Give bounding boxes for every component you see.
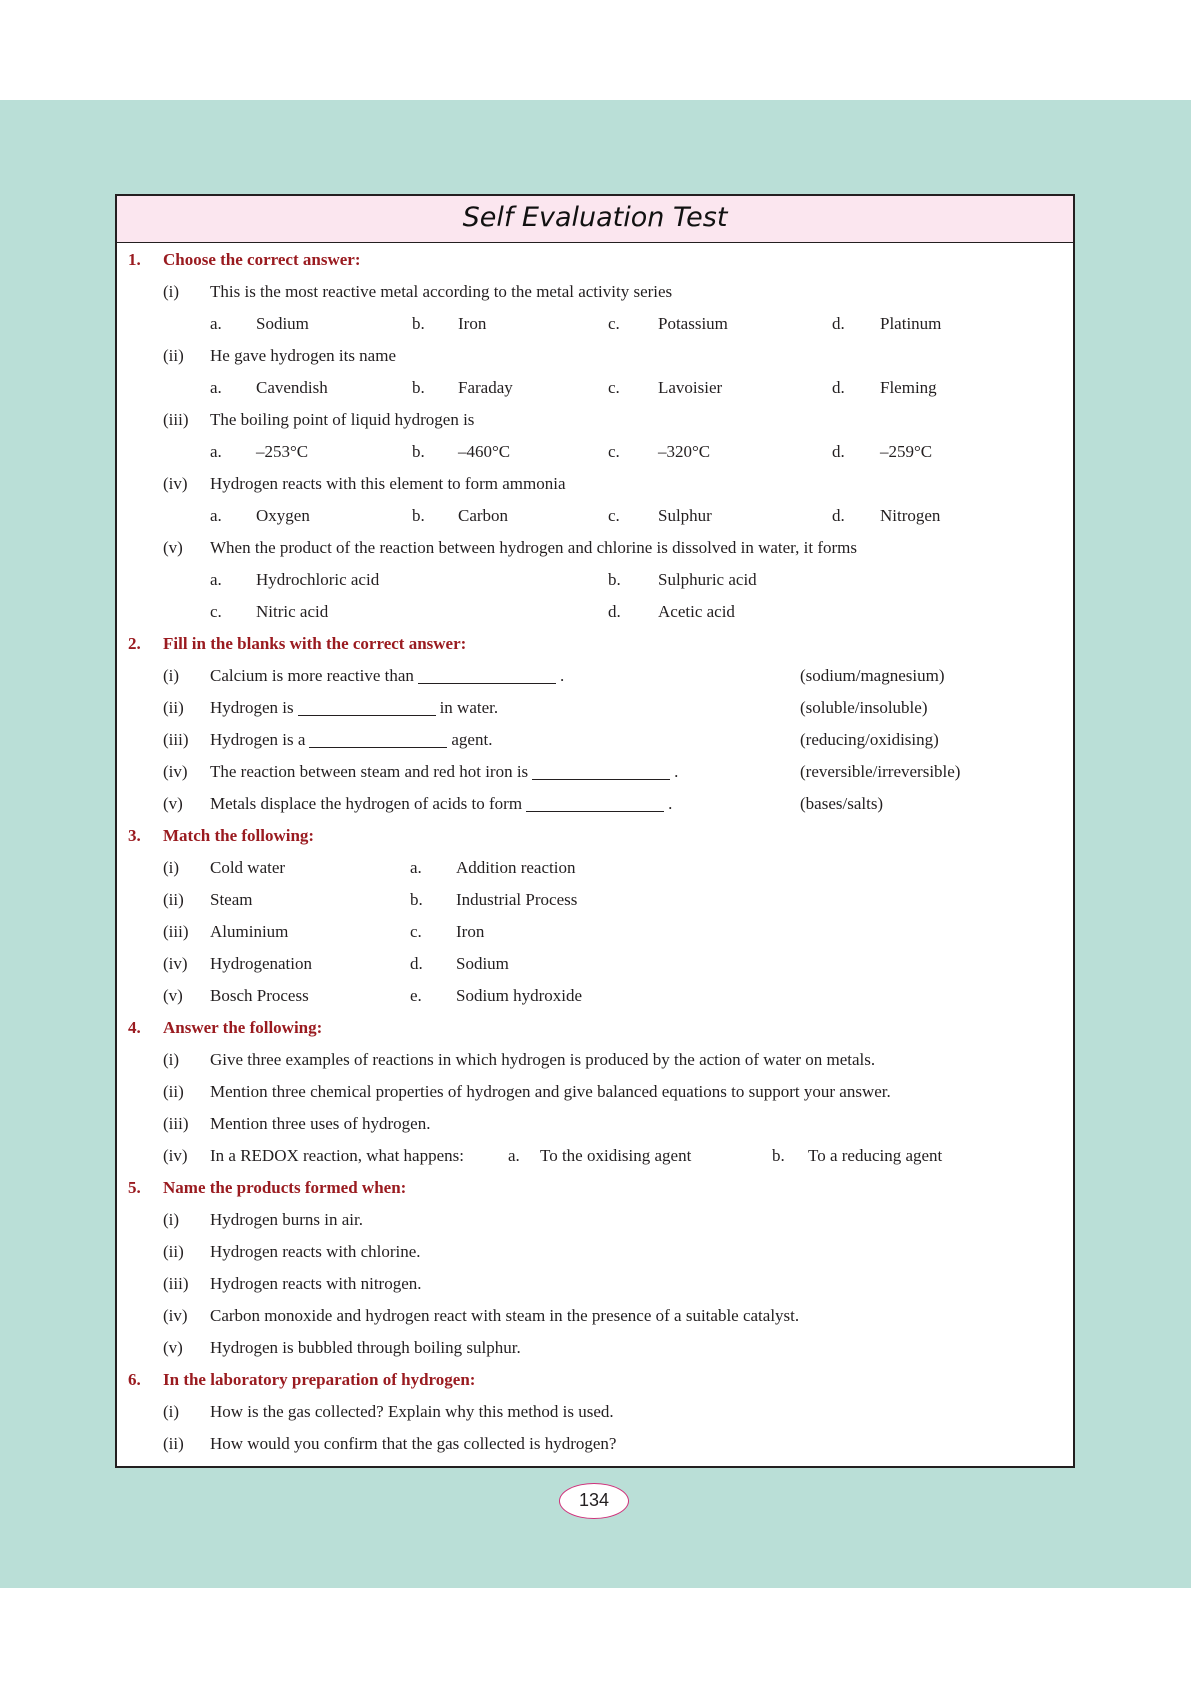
option-text: Sulphuric acid — [658, 570, 757, 589]
option-text: To the oxidising agent — [540, 1146, 692, 1165]
option-label: c. — [608, 442, 620, 461]
option-label: b. — [412, 506, 425, 525]
section-2-heading: Fill in the blanks with the correct answer: — [163, 634, 467, 653]
q6-i-number: (i) — [163, 1402, 180, 1421]
fill-text-after: . — [674, 762, 679, 781]
section-1-heading: Choose the correct answer: — [163, 250, 361, 269]
q4-ii-text: Mention three chemical properties of hydrogen and give balanced equations to support your answer. — [210, 1082, 891, 1101]
fill-blank-item — [210, 663, 564, 689]
q1-v-text: When the product of the reaction between hydrogen and chlorine is dissolved in water, it forms — [210, 538, 858, 557]
section-4-heading: Answer the following: — [163, 1018, 323, 1037]
fill-text-after: in water. — [439, 698, 499, 717]
option-label: b. — [412, 314, 425, 333]
option-label: d. — [832, 506, 845, 525]
q5-i-number: (i) — [163, 1210, 180, 1229]
q4-i-text: Give three examples of reactions in which hydrogen is produced by the action of water on metals. — [210, 1050, 876, 1069]
section-1-number: 1. — [128, 250, 141, 269]
option-text: Nitric acid — [256, 602, 329, 621]
option-label: a. — [210, 570, 222, 589]
option-label: d. — [832, 378, 845, 397]
option-label: a. — [210, 314, 222, 333]
fill-text-before: Hydrogen is a — [210, 730, 306, 749]
fill-blank-item — [210, 791, 672, 817]
q1-iii-number: (iii) — [163, 410, 189, 429]
q1-ii-text: He gave hydrogen its name — [210, 346, 396, 365]
option-label: a. — [210, 442, 222, 461]
option-text: Carbon — [458, 506, 509, 525]
fill-choice: (bases/salts) — [800, 794, 884, 813]
fill-text-before: Hydrogen is — [210, 698, 294, 717]
q4-iii-number: (iii) — [163, 1114, 189, 1133]
q3-iii-number: (iii) — [163, 922, 189, 941]
q5-iii-text: Hydrogen reacts with nitrogen. — [210, 1274, 422, 1293]
q2-iv-number: (iv) — [163, 762, 188, 781]
q4-iv-number: (iv) — [163, 1146, 188, 1165]
title-bar — [117, 196, 1073, 243]
q3-ii-number: (ii) — [163, 890, 184, 909]
q6-ii-number: (ii) — [163, 1434, 184, 1453]
q4-iii-text: Mention three uses of hydrogen. — [210, 1114, 431, 1133]
answer-blank — [532, 761, 670, 780]
option-text: Acetic acid — [658, 602, 735, 621]
test-box — [115, 194, 1075, 1468]
answer-blank — [526, 793, 664, 812]
option-label: d. — [608, 602, 621, 621]
fill-text-after: . — [559, 666, 565, 685]
option-text: Platinum — [880, 314, 942, 333]
option-label: d. — [832, 314, 845, 333]
option-text: Cavendish — [256, 378, 328, 397]
option-label: a. — [210, 506, 222, 525]
fill-choice: (reversible/irreversible) — [800, 762, 961, 781]
fill-text-before: The reaction between steam and red hot iron is — [210, 762, 529, 781]
q6-i-text: How is the gas collected? Explain why this method is used. — [210, 1402, 614, 1421]
q1-i-text: This is the most reactive metal according to the metal activity series — [210, 282, 673, 301]
option-text: Sulphur — [658, 506, 712, 525]
option-text: Fleming — [880, 378, 937, 397]
match-left: Steam — [210, 890, 253, 909]
q4-ii-number: (ii) — [163, 1082, 184, 1101]
q5-ii-text: Hydrogen reacts with chlorine. — [210, 1242, 421, 1261]
option-label: d. — [832, 442, 845, 461]
fill-choice: (sodium/magnesium) — [800, 666, 945, 685]
option-text: Nitrogen — [880, 506, 941, 525]
answer-blank — [418, 665, 556, 684]
match-letter: e. — [410, 986, 422, 1005]
answer-blank — [298, 697, 436, 716]
q5-v-number: (v) — [163, 1338, 183, 1357]
q3-v-number: (v) — [163, 986, 183, 1005]
match-right: Iron — [456, 922, 485, 941]
option-text: Faraday — [458, 378, 513, 397]
q5-iii-number: (iii) — [163, 1274, 189, 1293]
fill-blank-item — [210, 695, 498, 721]
match-left: Aluminium — [210, 922, 289, 941]
option-label: c. — [608, 378, 620, 397]
match-letter: c. — [410, 922, 422, 941]
match-left: Cold water — [210, 858, 286, 877]
q2-iii-number: (iii) — [163, 730, 189, 749]
fill-text-after: agent. — [451, 730, 493, 749]
option-label: c. — [210, 602, 222, 621]
q1-ii-number: (ii) — [163, 346, 184, 365]
section-5-heading: Name the products formed when: — [163, 1178, 407, 1197]
fill-choice: (reducing/oxidising) — [800, 730, 939, 749]
q5-v-text: Hydrogen is bubbled through boiling sulphur. — [210, 1338, 521, 1357]
option-text: Lavoisier — [658, 378, 723, 397]
q4-i-number: (i) — [163, 1050, 180, 1069]
q5-ii-number: (ii) — [163, 1242, 184, 1261]
option-text: –253°C — [256, 442, 309, 461]
match-right: Addition reaction — [456, 858, 576, 877]
section-3-number: 3. — [128, 826, 141, 845]
match-right: Sodium — [456, 954, 509, 973]
section-2-number: 2. — [128, 634, 141, 653]
q5-iv-number: (iv) — [163, 1306, 188, 1325]
q1-i-number: (i) — [163, 282, 180, 301]
option-label: b. — [412, 378, 425, 397]
q3-iv-number: (iv) — [163, 954, 188, 973]
option-text: Oxygen — [256, 506, 310, 525]
fill-blank-item — [210, 759, 678, 785]
option-label: c. — [608, 506, 620, 525]
option-text: Hydrochloric acid — [256, 570, 380, 589]
q1-iii-text: The boiling point of liquid hydrogen is — [210, 410, 475, 429]
q4-iv-text: In a REDOX reaction, what happens: — [210, 1146, 464, 1165]
section-6-heading: In the laboratory preparation of hydrogen: — [163, 1370, 476, 1389]
q1-v-number: (v) — [163, 538, 183, 557]
q6-ii-text: How would you confirm that the gas collected is hydrogen? — [210, 1434, 617, 1453]
option-text: –320°C — [658, 442, 711, 461]
fill-choice: (soluble/insoluble) — [800, 698, 928, 717]
option-label: a. — [210, 378, 222, 397]
page-title: Self Evaluation Test — [462, 202, 728, 233]
option-text: Sodium — [256, 314, 309, 333]
option-text: –460°C — [458, 442, 511, 461]
section-5-number: 5. — [128, 1178, 141, 1197]
q1-iv-text: Hydrogen reacts with this element to form ammonia — [210, 474, 566, 493]
fill-text-after: . — [668, 794, 673, 813]
fill-text-before: Calcium is more reactive than — [210, 666, 414, 685]
option-text: –259°C — [880, 442, 933, 461]
option-label: b. — [608, 570, 621, 589]
option-label: b. — [772, 1146, 785, 1165]
q2-v-number: (v) — [163, 794, 183, 813]
section-6-number: 6. — [128, 1370, 141, 1389]
answer-blank — [309, 729, 447, 748]
match-letter: d. — [410, 954, 423, 973]
option-label: b. — [412, 442, 425, 461]
q5-iv-text: Carbon monoxide and hydrogen react with steam in the presence of a suitable catalyst. — [210, 1306, 800, 1325]
q1-iv-number: (iv) — [163, 474, 188, 493]
option-text: To a reducing agent — [808, 1146, 943, 1165]
fill-blank-item — [210, 727, 492, 753]
q5-i-text: Hydrogen burns in air. — [210, 1210, 363, 1229]
option-text: Iron — [458, 314, 487, 333]
page-number: 134 — [559, 1483, 629, 1519]
option-text: Potassium — [658, 314, 728, 333]
match-letter: b. — [410, 890, 423, 909]
match-right: Sodium hydroxide — [456, 986, 583, 1005]
option-label: a. — [508, 1146, 520, 1165]
q3-i-number: (i) — [163, 858, 180, 877]
option-label: c. — [608, 314, 620, 333]
match-left: Hydrogenation — [210, 954, 312, 973]
match-letter: a. — [410, 858, 422, 877]
section-4-number: 4. — [128, 1018, 141, 1037]
q2-ii-number: (ii) — [163, 698, 184, 717]
q2-i-number: (i) — [163, 666, 180, 685]
match-left: Bosch Process — [210, 986, 309, 1005]
match-right: Industrial Process — [456, 890, 578, 909]
fill-text-before: Metals displace the hydrogen of acids to form — [210, 794, 523, 813]
section-3-heading: Match the following: — [163, 826, 315, 845]
